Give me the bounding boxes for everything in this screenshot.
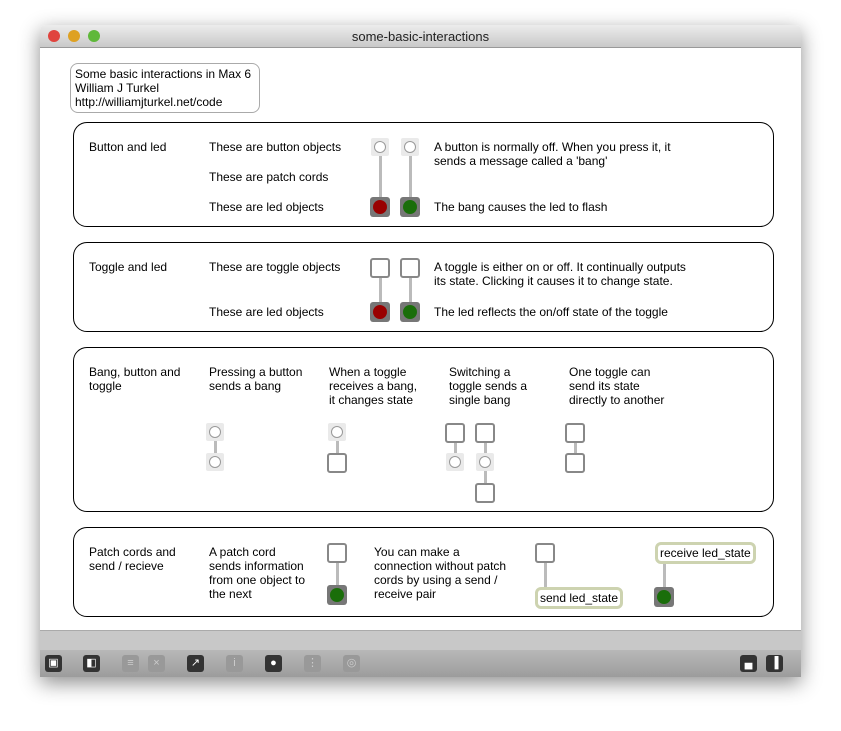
patch-cord[interactable] [409,156,412,200]
section-title: Button and led [89,140,167,154]
description: The led reflects the on/off state of the toggle [434,305,668,319]
section-button-led [73,122,774,227]
label: These are patch cords [209,170,329,184]
button-object[interactable] [206,453,224,471]
window-title: some-basic-interactions [351,29,490,44]
toggle-object[interactable] [327,543,347,563]
label: You can make a connection without patch cords by using a send / receive pair [374,545,507,601]
button-object[interactable] [446,453,464,471]
send-object[interactable]: send led_state [535,587,623,609]
led-object-green[interactable] [400,197,420,217]
section-title: Bang, button and toggle [89,365,181,393]
comment-line: Some basic interactions in Max 6 [75,67,252,81]
title-bar [40,25,801,48]
toggle-object[interactable] [535,543,555,563]
label: When a toggle receives a bang, it changes state [329,365,418,407]
comment-bubble[interactable] [70,63,260,113]
comment-line: http://williamjturkel.net/code [75,95,223,109]
patch-cord[interactable] [663,560,666,588]
label: One toggle can send its state directly to another [569,365,665,407]
toggle-object[interactable] [565,453,585,473]
toggle-object[interactable] [475,423,495,443]
presentation-icon[interactable]: ◧ [83,655,100,672]
toggle-object[interactable] [475,483,495,503]
label: These are button objects [209,140,342,154]
patch-cord[interactable] [379,276,382,304]
toggle-object[interactable] [370,258,390,278]
bottom-toolbar [40,650,801,677]
grid-icon[interactable]: ⋮ [304,655,321,672]
led-object-green[interactable] [400,302,420,322]
extras-icon[interactable]: ≡ [122,655,139,672]
lock-icon[interactable]: ▣ [45,655,62,672]
receive-object[interactable]: receive led_state [655,542,756,564]
sidebar-bottom-icon[interactable]: ▄ [740,655,757,672]
led-object-red[interactable] [370,197,390,217]
description: A button is normally off. When you press it, it sends a message called a 'bang' [434,140,671,168]
palette-icon[interactable]: ◎ [343,655,360,672]
led-object-green[interactable] [327,585,347,605]
section-title: Patch cords and send / recieve [89,545,176,573]
section-title: Toggle and led [89,260,168,274]
button-object[interactable] [401,138,419,156]
clear-icon[interactable]: × [148,655,165,672]
debug-icon[interactable]: ↗ [187,655,204,672]
toggle-object[interactable] [445,423,465,443]
button-object[interactable] [328,423,346,441]
description: The bang causes the led to flash [434,200,608,214]
label: Switching a toggle sends a single bang [449,365,528,407]
toggle-object[interactable] [327,453,347,473]
status-strip [40,630,801,651]
patch-cord[interactable] [544,560,547,588]
label: A patch cord sends information from one object to the next [209,545,306,601]
patch-cord[interactable] [409,276,412,304]
led-object-red[interactable] [370,302,390,322]
button-object[interactable] [476,453,494,471]
button-object[interactable] [206,423,224,441]
label: Pressing a button sends a bang [209,365,303,393]
label: These are led objects [209,305,324,319]
toggle-object[interactable] [565,423,585,443]
label: These are toggle objects [209,260,341,274]
button-object[interactable] [371,138,389,156]
inspector-icon[interactable]: i [226,655,243,672]
comment-line: William J Turkel [75,81,160,95]
patch-cord[interactable] [336,440,339,454]
patch-cord[interactable] [336,560,339,586]
patch-cord[interactable] [214,440,217,454]
led-object-green[interactable] [654,587,674,607]
label: These are led objects [209,200,324,214]
toggle-object[interactable] [400,258,420,278]
sidebar-right-icon[interactable]: ▐ [766,655,783,672]
description: A toggle is either on or off. It continually outputs its state. Clicking it causes it to change state. [434,260,686,288]
patch-cord[interactable] [379,156,382,200]
patchcord-icon[interactable]: ● [265,655,282,672]
